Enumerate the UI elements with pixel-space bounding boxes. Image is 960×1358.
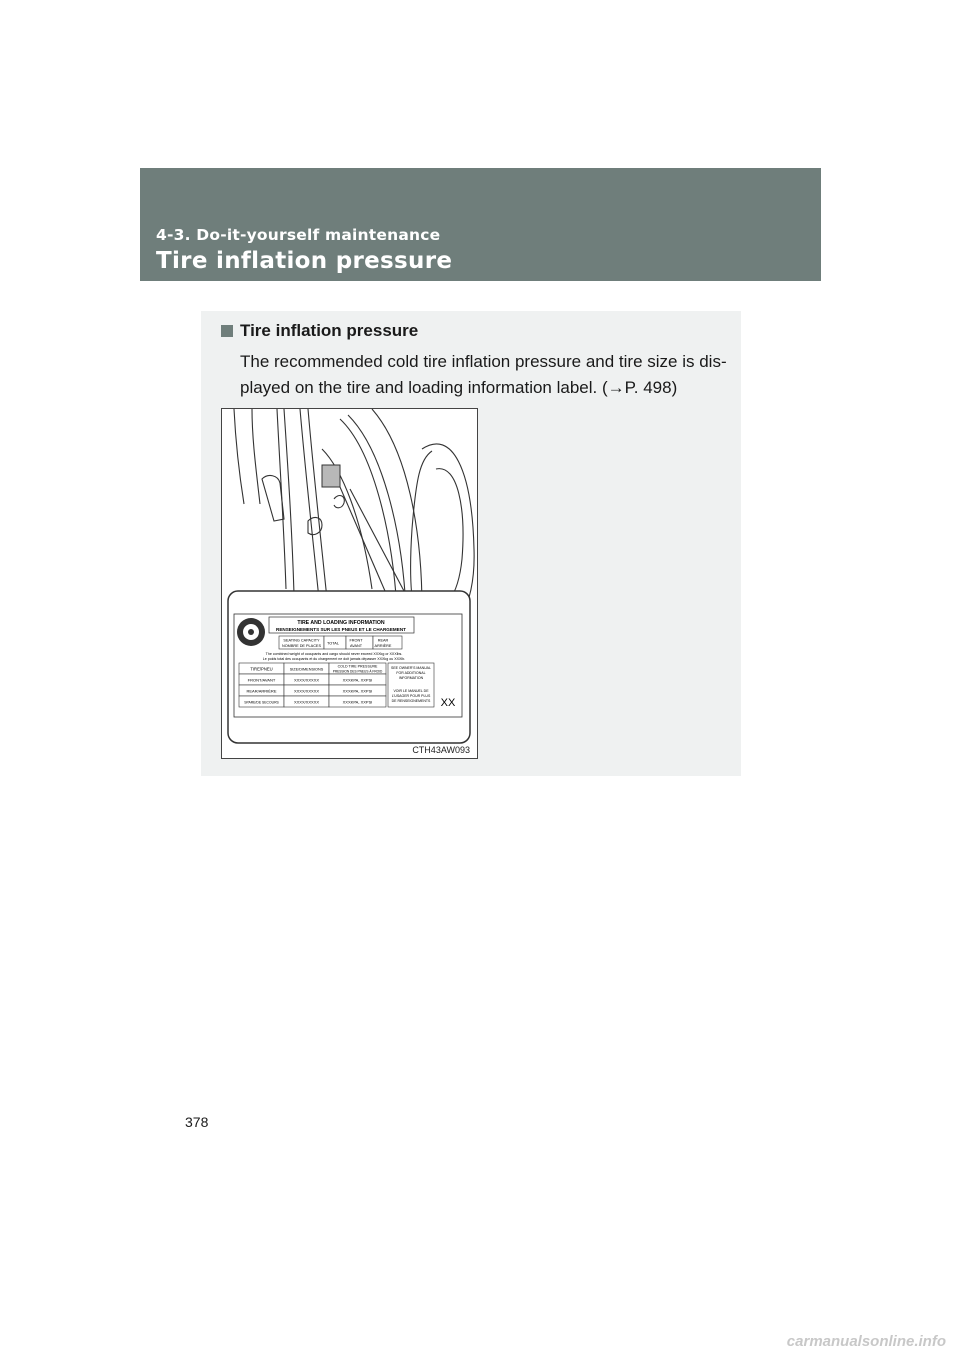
tire-label-figure [221, 408, 478, 759]
figure-code: CTH43AW093 [412, 745, 470, 755]
weight-warning-fr: Le poids total des occupants et du chargement ne doit jamais dépasser XXXkg ou XXXlb. [262, 657, 406, 661]
row-spare-size: XXXX/XXXXX [293, 699, 320, 705]
col-size: SIZE/DIMENSIONS [289, 667, 324, 672]
rear-label-en: REAR [377, 638, 389, 643]
label-mark: XX [440, 697, 456, 709]
page-number: 378 [185, 1114, 209, 1130]
col-tire: TIRE/PNEU [250, 666, 273, 672]
col-pressure-fr: PRESSION DES PNEUS À FROID [332, 669, 383, 674]
content-box [201, 311, 741, 776]
seating-capacity-en: SEATING CAPACITY [283, 638, 320, 643]
door-jamb-illustration [222, 409, 477, 758]
manual-en-line-1: SEE OWNER'S MANUAL [391, 666, 431, 670]
manual-fr-line-2: L'USAGER POUR PLUS [391, 694, 431, 698]
total-label: TOTAL [327, 641, 339, 646]
manual-fr-line-1: VOIR LE MANUEL DE [393, 689, 429, 693]
row-front-tire: FRONT/AVANT [247, 677, 276, 683]
manual-en-line-3: INFORMATION [398, 676, 424, 680]
subheading-text: Tire inflation pressure [240, 321, 419, 340]
row-rear-tire: REAR/ARRIÈRE [246, 688, 277, 694]
row-front-pressure: XXXKPA, XXPSI [342, 677, 373, 683]
weight-warning-en: The combined weight of occupants and cargo should never exceed XXXkg or XXXlbs. [265, 652, 403, 656]
body-paragraph: The recommended cold tire inflation pressure and tire size is dis-played on the tire and loading information label. (→P. 498) [240, 352, 727, 397]
watermark: carmanualsonline.info [786, 1333, 946, 1350]
subheading [221, 321, 418, 341]
square-bullet-icon [221, 325, 233, 337]
row-spare-pressure: XXXKPA, XXPSI [342, 699, 373, 705]
chapter-header [140, 168, 821, 281]
rear-label-fr: ARRIÈRE [374, 644, 392, 648]
row-spare-tire: SPARE/DE SECOURS [244, 700, 279, 705]
col-pressure-en: COLD TIRE PRESSURE [337, 664, 378, 669]
row-rear-pressure: XXXKPA, XXPSI [342, 688, 373, 694]
page-title: Tire inflation pressure [156, 248, 453, 274]
label-title-en: TIRE AND LOADING INFORMATION [297, 620, 385, 626]
front-label-en: FRONT [349, 638, 363, 643]
label-title-fr: RENSEIGNEMENTS SUR LES PNEUS ET LE CHARGEMENT [276, 627, 406, 632]
row-rear-size: XXXX/XXXXX [293, 688, 320, 694]
manual-en-line-2: FOR ADDITIONAL [396, 671, 426, 675]
front-label-fr: AVANT [349, 644, 363, 648]
seating-capacity-fr: NOMBRE DE PLACES [281, 644, 322, 648]
manual-fr-line-3: DE RENSEIGNEMENTS [391, 699, 431, 703]
row-front-size: XXXX/XXXXX [293, 677, 320, 683]
section-label: 4-3. Do-it-yourself maintenance [156, 226, 441, 244]
label-location-marker [322, 465, 340, 487]
